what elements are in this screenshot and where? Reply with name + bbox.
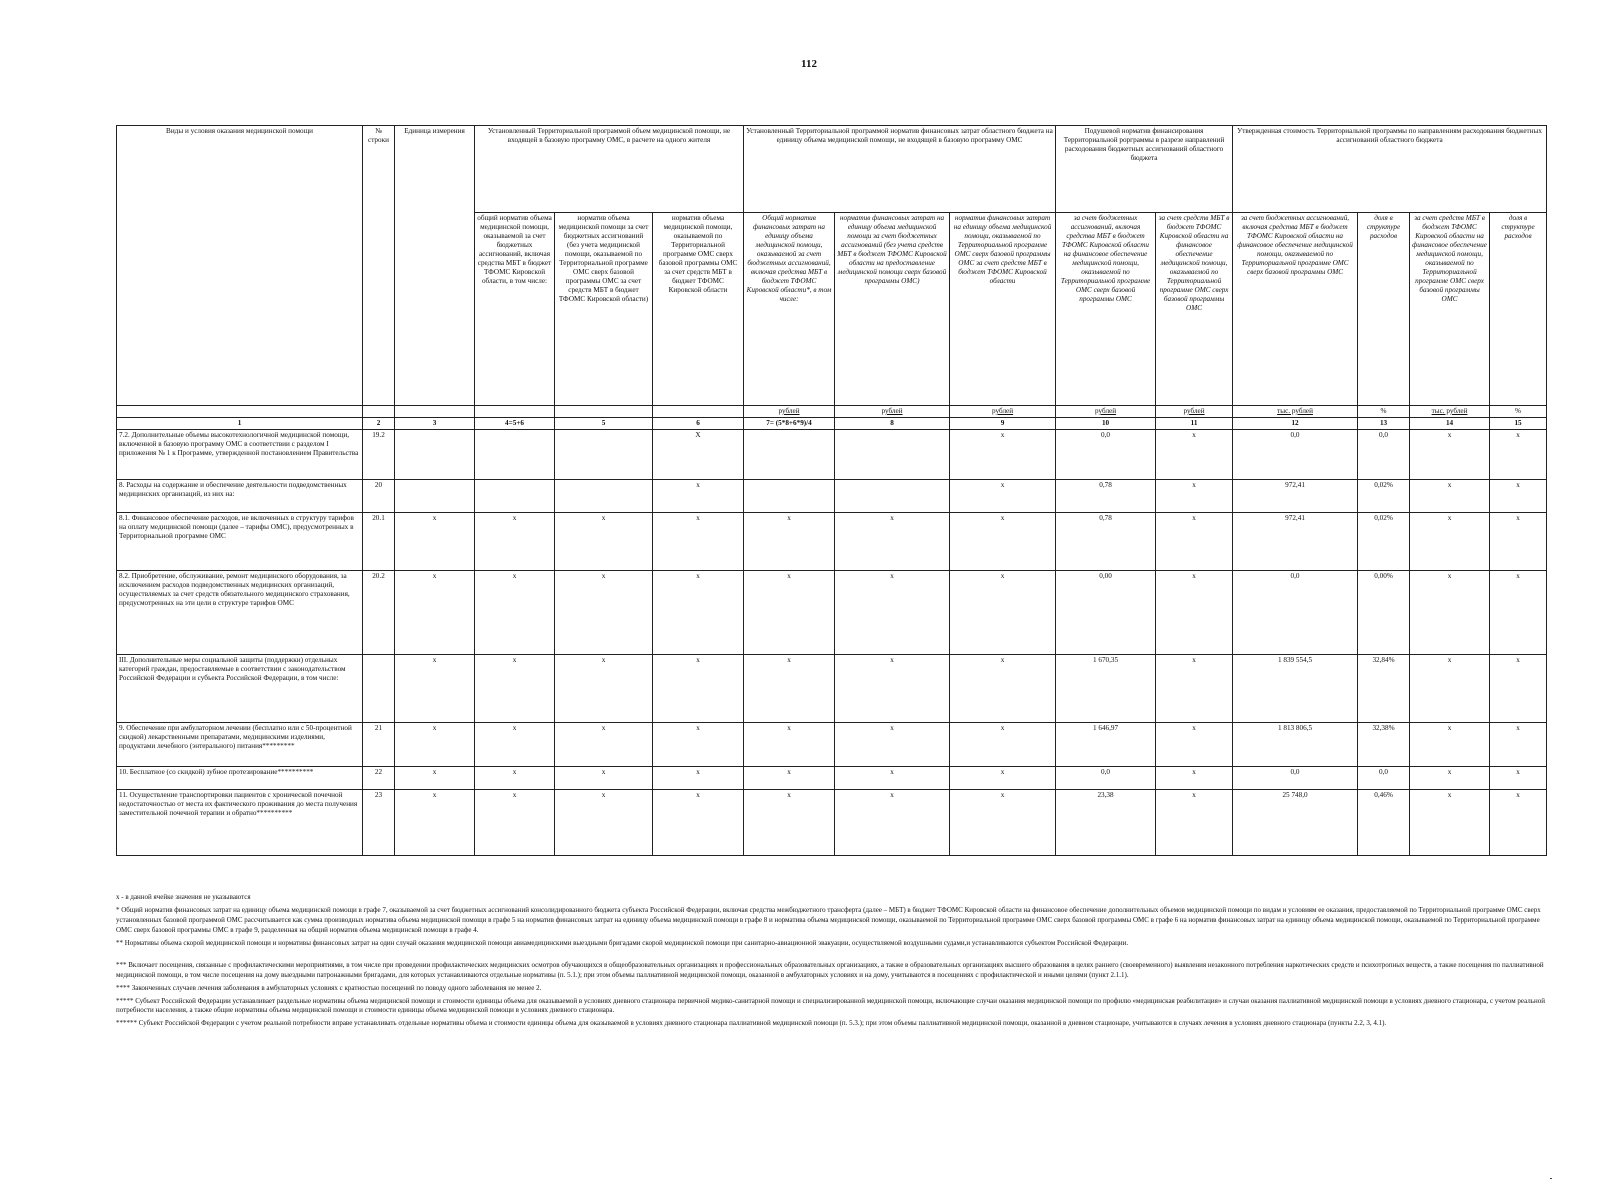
table-cell: x <box>1156 480 1233 513</box>
table-cell: x <box>950 571 1056 655</box>
table-cell <box>555 480 653 513</box>
header-col-15: доля в структуре расходов <box>1490 213 1547 406</box>
table-cell: x <box>1156 571 1233 655</box>
table-row <box>117 723 1547 767</box>
table-cell: x <box>395 790 475 856</box>
row-name: 8. Расходы на содержание и обеспечение деятельности подведомственных медицинских организаций, из них на: <box>117 480 363 513</box>
table-cell: x <box>835 723 950 767</box>
footnote-3: *** Включает посещения, связанные с профилактическими мероприятиями, в том числе при проведении профилактических медицинских осмотров обучающихся в общеобразовательных организациях и профессиональных образовательных организациях, а также в образовательных организациях высшего образования в целях раннего (своевременного) выявления незаконного потребления наркотических средств и психотропных веществ, а также посещения по паллиативной медицинской помощи, в том числе посещения на дому выездными патронажными бригадами, для которых устанавливаются отдельные нормативы (п. 5.1.); при этом объемы паллиативной медицинской помощи, оказанной в амбулаторных условиях и на дому, учитываются в посещениях с профилактической и иными целями (пункт 2.1.1). <box>116 960 1544 979</box>
table-cell: 0,00% <box>1358 571 1410 655</box>
column-number: 12 <box>1233 418 1358 430</box>
unit-cell <box>363 406 395 418</box>
table-cell: x <box>653 723 744 767</box>
header-col-13: доля в структуре расходов <box>1358 213 1410 406</box>
table-cell: x <box>1156 655 1233 723</box>
row-name: 9. Обеспечение при амбулаторном лечении (бесплатно или с 50-процентной скидкой) лекарственными препаратами, медицинскими изделиями, продуктами лечебного (энтерального) питания********* <box>117 723 363 767</box>
table-cell: 1 670,35 <box>1056 655 1156 723</box>
column-numbers-row <box>117 418 1547 430</box>
column-number: 13 <box>1358 418 1410 430</box>
table-cell: 1 839 554,5 <box>1233 655 1358 723</box>
header-col-6: норматив объема медицинской помощи, оказываемой по Территориальной программе ОМС сверх базовой программы ОМС за счет средств МБТ в бюджет ТФОМС Кировской области <box>653 213 744 406</box>
header-col-4: общий норматив объема медицинской помощи, оказываемой за счет бюджетных ассигнований, включая средства МБТ в бюджет ТФОМС Кировской области, в том числе: <box>475 213 555 406</box>
table-cell: x <box>1156 790 1233 856</box>
unit-cell: рублей <box>744 406 835 418</box>
table-cell: x <box>653 513 744 571</box>
footnote-6: ****** Субъект Российской Федерации с учетом реальной потребности вправе устанавливать отдельные нормативы объема и стоимости единицы объема для оказываемой в условиях дневного стационара паллиативной медицинской помощи (п. 5.3.); при этом объемы паллиативной медицинской помощи, оказанной в дневном стационаре, учитываются в случаях лечения в условиях дневного стационара (пункты 2.2, 3, 4.1). <box>116 1019 1387 1028</box>
norms-table-wrapper <box>116 125 1546 856</box>
table-cell: x <box>395 767 475 790</box>
table-cell: x <box>950 480 1056 513</box>
table-cell: 23,38 <box>1056 790 1156 856</box>
column-number: 6 <box>653 418 744 430</box>
footnote-5: ***** Субъект Российской Федерации устанавливает раздельные нормативы объема медицинской помощи и стоимости единицы объема для оказываемой в условиях дневного стационара первичной медико-санитарной помощи и специализированной медицинской помощи, включающие случаи оказания медицинской помощи по профилю «медицинская реабилитация» и случаи оказания паллиативной медицинской помощи в условиях дневного стационара, с учетом реальной потребности населения, а также общие нормативы объема медицинской помощи и стоимости единицы объема медицинской помощи в условиях дневного стационара. <box>116 996 1545 1015</box>
table-body <box>117 430 1547 856</box>
column-number: 9 <box>950 418 1056 430</box>
table-cell: x <box>1410 655 1490 723</box>
table-cell: 0,0 <box>1233 430 1358 480</box>
unit-cell <box>117 406 363 418</box>
units-row <box>117 406 1547 418</box>
header-col-12: за счет бюджетных ассигнований, включая средства МБТ в бюджет ТФОМС Кировской области на финансовое обеспечение медицинской помощи, оказываемой по Территориальной программе ОМС сверх базовой программы ОМС <box>1233 213 1358 406</box>
table-cell: x <box>555 513 653 571</box>
table-cell: 23 <box>363 790 395 856</box>
table-row <box>117 790 1547 856</box>
footnotes <box>116 893 1546 1032</box>
row-name: 7.2. Дополнительные объемы высокотехнологичной медицинской помощи, включенной в базовую программу ОМС в соответствии с разделом I приложения № 1 к Программе, утвержденной постановлением Правительства <box>117 430 363 480</box>
scan-speck <box>1550 1178 1552 1179</box>
table-row <box>117 767 1547 790</box>
table-cell <box>835 430 950 480</box>
table-cell: 972,41 <box>1233 513 1358 571</box>
column-number: 14 <box>1410 418 1490 430</box>
table-cell: x <box>744 571 835 655</box>
table-cell: x <box>1490 723 1547 767</box>
table-cell: x <box>1490 790 1547 856</box>
header-col-10: за счет бюджетных ассигнований, включая средства МБТ в бюджет ТФОМС Кировской области на финансовое обеспечение медицинской помощи, оказываемой по Территориальной программе ОМС сверх базовой программы ОМС <box>1056 213 1156 406</box>
table-cell: 0,46% <box>1358 790 1410 856</box>
table-cell: x <box>1490 430 1547 480</box>
footnote-4: **** Законченных случаев лечения заболевания в амбулаторных условиях с кратностью посещений по поводу одного заболевания не менее 2. <box>116 983 542 992</box>
column-number: 3 <box>395 418 475 430</box>
unit-cell: рублей <box>950 406 1056 418</box>
table-cell: x <box>950 767 1056 790</box>
table-cell: x <box>653 790 744 856</box>
header-group-cost-total: Утвержденная стоимость Территориальной программы по направлениям расходования бюджетных ассигнований областного бюджета <box>1233 126 1547 213</box>
table-cell: x <box>1410 790 1490 856</box>
table-row <box>117 480 1547 513</box>
footnote-2: ** Нормативы объема скорой медицинской помощи и нормативы финансовых затрат на один случай оказания медицинской помощи авиамедицинскими выездными бригадами скорой медицинской помощи при санитарно-авиационной эвакуации, осуществляемой воздушными судами,и устанавливаются субъектом Российской Федерации. <box>116 938 1129 947</box>
table-cell: 32,38% <box>1358 723 1410 767</box>
table-cell: x <box>744 513 835 571</box>
table-cell: 20 <box>363 480 395 513</box>
table-row <box>117 513 1547 571</box>
footnote-1: * Общий норматив финансовых затрат на единицу объема медицинской помощи в графе 7, оказываемой за счет бюджетных ассигнований консолидированного бюджета субъекта Российской Федерации, включая средства межбюджетного трансферта (далее – МБТ) в бюджет ТФОМС Кировской области на финансовое обеспечение дополнительных объемов медицинской помощи по видам и условиям ее оказания, предоставляемой по Территориальной программе ОМС сверх установленных базовой программой ОМС рассчитывается как сумма производных норматива объема медицинской помощи в графе 5 на норматив финансовых затрат на единицу объема медицинской помощи в графе 8 и норматива объема медицинской помощи, оказываемой по Территориальной программе ОМС сверх базовой программы ОМС в графе 6 на норматив финансовых затрат на единицу объема медицинской помощи, оказываемой по Территориальной программе ОМС сверх базовой программы ОМС в графе 9, разделенная на общий норматив объема медицинской помощи в графе 4. <box>116 905 1541 934</box>
row-name: 8.2. Приобретение, обслуживание, ремонт медицинского оборудования, за исключением расходов подведомственных медицинских организаций, осуществляемых за счет средств обязательного медицинского страхования, предусмотренных на эти цели в структуре тарифов ОМС <box>117 571 363 655</box>
table-cell: x <box>1490 655 1547 723</box>
table-cell: x <box>1156 430 1233 480</box>
row-name: 8.1. Финансовое обеспечение расходов, не включенных в структуру тарифов на оплату медицинской помощи (далее – тарифы ОМС), предусмотренных в Территориальной программе ОМС <box>117 513 363 571</box>
table-cell <box>744 430 835 480</box>
header-col-11: за счет средств МБТ в бюджет ТФОМС Кировской области на финансовое обеспечение медицинской помощи, оказываемой по Территориальной программе ОМС сверх базовой программы ОМС <box>1156 213 1233 406</box>
table-cell: x <box>744 767 835 790</box>
table-cell: 22 <box>363 767 395 790</box>
table-cell: 1 813 806,5 <box>1233 723 1358 767</box>
unit-cell <box>395 406 475 418</box>
unit-cell: тыс. рублей <box>1233 406 1358 418</box>
unit-cell: % <box>1358 406 1410 418</box>
table-cell: x <box>475 767 555 790</box>
table-cell: x <box>555 723 653 767</box>
table-cell: 0,0 <box>1056 430 1156 480</box>
table-cell: 19.2 <box>363 430 395 480</box>
table-cell <box>475 430 555 480</box>
table-cell: x <box>950 655 1056 723</box>
column-number: 11 <box>1156 418 1233 430</box>
table-row <box>117 430 1547 480</box>
table-cell: x <box>653 655 744 723</box>
table-cell: x <box>475 723 555 767</box>
table-cell: x <box>395 723 475 767</box>
table-cell: 1 646,97 <box>1056 723 1156 767</box>
page-number: 112 <box>801 58 817 70</box>
table-cell: x <box>1410 723 1490 767</box>
table-cell: 0,02% <box>1358 513 1410 571</box>
unit-cell <box>475 406 555 418</box>
column-number: 1 <box>117 418 363 430</box>
table-cell: x <box>950 723 1056 767</box>
table-cell: 0,0 <box>1358 430 1410 480</box>
table-cell <box>555 430 653 480</box>
header-group-per-capita: Подушевой норматив финансирования Территориальной рорграммы в разрезе направлений расходования бюджетных ассигнований областного бюджета <box>1056 126 1233 213</box>
header-col-9: норматив финансовых затрат на единицу объема медицинской помощи, оказываемой по Территориальной программе ОМС сверх базовой программы ОМС за счет средств МБТ в бюджет ТФОМС Кировской области <box>950 213 1056 406</box>
table-cell: x <box>1410 513 1490 571</box>
table-cell: x <box>744 790 835 856</box>
table-cell: 0,0 <box>1233 571 1358 655</box>
column-number: 7= (5*8+6*9)/4 <box>744 418 835 430</box>
table-cell: x <box>475 790 555 856</box>
table-cell: x <box>744 655 835 723</box>
table-cell: 0,02% <box>1358 480 1410 513</box>
table-cell: x <box>653 571 744 655</box>
unit-cell: рублей <box>1156 406 1233 418</box>
table-cell: x <box>1410 480 1490 513</box>
table-cell: x <box>1410 430 1490 480</box>
table-cell: 32,84% <box>1358 655 1410 723</box>
row-name: 11. Осуществление транспортировки пациентов с хронической почечной недостаточностью от места их фактического проживания до места получения заместительной почечной терапии и обратно********** <box>117 790 363 856</box>
unit-cell: рублей <box>835 406 950 418</box>
table-cell: x <box>1490 767 1547 790</box>
table-cell: x <box>950 790 1056 856</box>
column-number: 8 <box>835 418 950 430</box>
table-row <box>117 655 1547 723</box>
column-number: 5 <box>555 418 653 430</box>
table-cell <box>395 480 475 513</box>
table-cell: x <box>835 767 950 790</box>
table-cell <box>395 430 475 480</box>
unit-cell: тыс. рублей <box>1410 406 1490 418</box>
table-cell: 0,0 <box>1056 767 1156 790</box>
table-cell: x <box>653 767 744 790</box>
table-cell: x <box>1490 571 1547 655</box>
table-cell: x <box>835 513 950 571</box>
header-row-number: № строки <box>363 126 395 406</box>
table-cell: 0,78 <box>1056 513 1156 571</box>
table-cell: x <box>1410 571 1490 655</box>
table-cell: x <box>395 655 475 723</box>
header-col-8: норматив финансовых затрат на единицу объема медицинской помощи за счет бюджетных ассигнований (без учета средств МБТ в бюджет ТФОМС Кировской области на предоставление медицинской помощи сверх базовой программы ОМС) <box>835 213 950 406</box>
table-cell <box>363 655 395 723</box>
table-cell: x <box>1156 723 1233 767</box>
table-cell: x <box>744 723 835 767</box>
unit-cell <box>653 406 744 418</box>
row-name: 10. Бесплатное (со скидкой) зубное протезирование********** <box>117 767 363 790</box>
unit-cell <box>555 406 653 418</box>
table-cell: 25 748,0 <box>1233 790 1358 856</box>
table-cell: x <box>475 655 555 723</box>
table-row <box>117 571 1547 655</box>
table-cell: x <box>555 767 653 790</box>
table-cell: x <box>475 571 555 655</box>
table-cell: 0,78 <box>1056 480 1156 513</box>
table-cell: x <box>835 571 950 655</box>
header-kind: Виды и условия оказания медицинской помощи <box>117 126 363 406</box>
header-group-volume: Установленный Территориальной программой объем медицинской помощи, не входящей в базовую программу ОМС, в расчете на одного жителя <box>475 126 744 213</box>
table-cell: 20.2 <box>363 571 395 655</box>
table-cell: x <box>395 513 475 571</box>
column-number: 4=5+6 <box>475 418 555 430</box>
table-cell: x <box>950 430 1056 480</box>
table-cell <box>475 480 555 513</box>
header-row-groups <box>117 126 1547 213</box>
table-cell: x <box>1156 767 1233 790</box>
table-cell: x <box>835 655 950 723</box>
table-cell <box>744 480 835 513</box>
table-cell: x <box>1490 480 1547 513</box>
table-cell: x <box>555 790 653 856</box>
column-number: 15 <box>1490 418 1547 430</box>
header-col-7: Общий норматив финансовых затрат на единицу объема медицинской помощи, оказываемой за счет бюджетных ассигнований, включая средства МБТ в бюджет ТФОМС Кировской области*, в том числе: <box>744 213 835 406</box>
norms-table <box>116 125 1547 856</box>
table-cell: x <box>835 790 950 856</box>
table-cell: x <box>555 571 653 655</box>
table-cell: X <box>653 430 744 480</box>
unit-cell: рублей <box>1056 406 1156 418</box>
table-cell: x <box>395 571 475 655</box>
table-cell: x <box>1410 767 1490 790</box>
column-number: 10 <box>1056 418 1156 430</box>
table-cell: x <box>475 513 555 571</box>
header-col-14: за счет средств МБТ в бюджет ТФОМС Кировской области на финансовое обеспечение медицинской помощи, оказываемой по Территориальной программе ОМС сверх базовой программы ОМС <box>1410 213 1490 406</box>
table-cell: x <box>555 655 653 723</box>
unit-cell: % <box>1490 406 1547 418</box>
table-cell: 21 <box>363 723 395 767</box>
column-number: 2 <box>363 418 395 430</box>
header-unit: Единица измерения <box>395 126 475 406</box>
table-cell: 972,41 <box>1233 480 1358 513</box>
table-cell: 20.1 <box>363 513 395 571</box>
table-cell: x <box>950 513 1056 571</box>
table-cell: 0,0 <box>1358 767 1410 790</box>
table-cell: 0,0 <box>1233 767 1358 790</box>
header-group-cost-norm: Установленный Территориальной программой норматив финансовых затрат областного бюджета на единицу объема медицинской помощи, не входящей в базовую программу ОМС <box>744 126 1056 213</box>
table-cell: x <box>653 480 744 513</box>
footnote-x: х - в данной ячейке значения не указываются <box>116 893 251 901</box>
header-col-5: норматив объема медицинской помощи за счет бюджетных ассигнований (без учета медицинской помощи, оказываемой по Территориальной программе ОМС сверх базовой программы ОМС за счет средств МБТ в бюджет ТФОМС Кировской области) <box>555 213 653 406</box>
table-cell <box>835 480 950 513</box>
table-cell: x <box>1156 513 1233 571</box>
table-cell: x <box>1490 513 1547 571</box>
row-name: III. Дополнительные меры социальной защиты (поддержки) отдельных категорий граждан, предоставляемые в соответствии с законодательством Российской Федерации и субъекта Российской Федерации, в том числе: <box>117 655 363 723</box>
table-cell: 0,00 <box>1056 571 1156 655</box>
